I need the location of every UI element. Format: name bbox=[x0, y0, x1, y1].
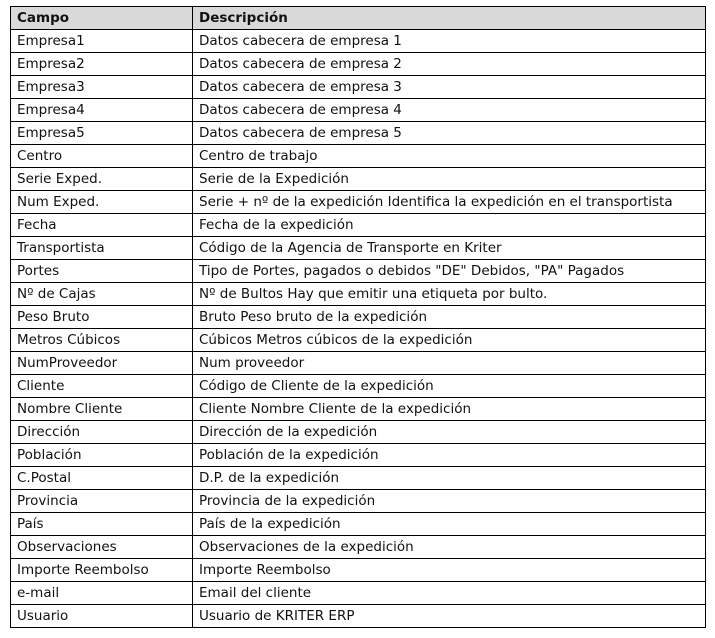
table-row bbox=[11, 283, 706, 306]
cell-descripcion: Nº de Bultos Hay que emitir una etiqueta por bulto. bbox=[193, 283, 706, 306]
cell-descripcion: Datos cabecera de empresa 2 bbox=[193, 53, 706, 76]
cell-descripcion: Bruto Peso bruto de la expedición bbox=[193, 306, 706, 329]
table-row bbox=[11, 99, 706, 122]
cell-descripcion: País de la expedición bbox=[193, 513, 706, 536]
table-row bbox=[11, 375, 706, 398]
cell-campo: Empresa5 bbox=[11, 122, 193, 145]
cell-descripcion: Observaciones de la expedición bbox=[193, 536, 706, 559]
fields-table-container bbox=[10, 6, 705, 628]
cell-descripcion: Dirección de la expedición bbox=[193, 421, 706, 444]
cell-descripcion: Datos cabecera de empresa 4 bbox=[193, 99, 706, 122]
fields-table bbox=[10, 6, 706, 628]
table-row bbox=[11, 145, 706, 168]
table-row bbox=[11, 260, 706, 283]
cell-campo: Serie Exped. bbox=[11, 168, 193, 191]
cell-campo: Transportista bbox=[11, 237, 193, 260]
cell-campo: País bbox=[11, 513, 193, 536]
cell-campo: Peso Bruto bbox=[11, 306, 193, 329]
header-descripcion: Descripción bbox=[193, 7, 706, 30]
cell-campo: C.Postal bbox=[11, 467, 193, 490]
header-row bbox=[11, 7, 706, 30]
cell-descripcion: Importe Reembolso bbox=[193, 559, 706, 582]
cell-campo: NumProveedor bbox=[11, 352, 193, 375]
cell-campo: Observaciones bbox=[11, 536, 193, 559]
table-row bbox=[11, 329, 706, 352]
table-row bbox=[11, 398, 706, 421]
cell-descripcion: Usuario de KRITER ERP bbox=[193, 605, 706, 628]
table-row bbox=[11, 168, 706, 191]
cell-descripcion: Provincia de la expedición bbox=[193, 490, 706, 513]
cell-descripcion: Cliente Nombre Cliente de la expedición bbox=[193, 398, 706, 421]
cell-descripcion: Tipo de Portes, pagados o debidos "DE" Debidos, "PA" Pagados bbox=[193, 260, 706, 283]
cell-campo: Empresa1 bbox=[11, 30, 193, 53]
table-row bbox=[11, 490, 706, 513]
cell-descripcion: Datos cabecera de empresa 3 bbox=[193, 76, 706, 99]
cell-descripcion: Centro de trabajo bbox=[193, 145, 706, 168]
cell-descripcion: Datos cabecera de empresa 1 bbox=[193, 30, 706, 53]
table-row bbox=[11, 352, 706, 375]
cell-campo: Metros Cúbicos bbox=[11, 329, 193, 352]
cell-campo: Num Exped. bbox=[11, 191, 193, 214]
cell-descripcion: Serie + nº de la expedición Identifica la expedición en el transportista bbox=[193, 191, 706, 214]
table-row bbox=[11, 536, 706, 559]
table-row bbox=[11, 444, 706, 467]
table-row bbox=[11, 421, 706, 444]
cell-campo: Importe Reembolso bbox=[11, 559, 193, 582]
table-row bbox=[11, 513, 706, 536]
cell-campo: Cliente bbox=[11, 375, 193, 398]
cell-campo: Centro bbox=[11, 145, 193, 168]
table-row bbox=[11, 30, 706, 53]
cell-descripcion: Num proveedor bbox=[193, 352, 706, 375]
table-row bbox=[11, 214, 706, 237]
cell-descripcion: Email del cliente bbox=[193, 582, 706, 605]
cell-campo: Nº de Cajas bbox=[11, 283, 193, 306]
table-row bbox=[11, 76, 706, 99]
cell-campo: Empresa3 bbox=[11, 76, 193, 99]
table-row bbox=[11, 306, 706, 329]
cell-campo: Dirección bbox=[11, 421, 193, 444]
table-row bbox=[11, 467, 706, 490]
cell-descripcion: D.P. de la expedición bbox=[193, 467, 706, 490]
cell-descripcion: Cúbicos Metros cúbicos de la expedición bbox=[193, 329, 706, 352]
cell-campo: Fecha bbox=[11, 214, 193, 237]
cell-descripcion: Código de la Agencia de Transporte en Kriter bbox=[193, 237, 706, 260]
cell-campo: Portes bbox=[11, 260, 193, 283]
table-row bbox=[11, 53, 706, 76]
cell-descripcion: Datos cabecera de empresa 5 bbox=[193, 122, 706, 145]
cell-campo: e-mail bbox=[11, 582, 193, 605]
header-campo: Campo bbox=[11, 7, 193, 30]
cell-campo: Empresa4 bbox=[11, 99, 193, 122]
table-header bbox=[11, 7, 706, 30]
table-row bbox=[11, 191, 706, 214]
cell-campo: Nombre Cliente bbox=[11, 398, 193, 421]
table-row bbox=[11, 237, 706, 260]
cell-campo: Provincia bbox=[11, 490, 193, 513]
cell-campo: Empresa2 bbox=[11, 53, 193, 76]
table-row bbox=[11, 582, 706, 605]
cell-descripcion: Población de la expedición bbox=[193, 444, 706, 467]
table-row bbox=[11, 122, 706, 145]
cell-descripcion: Serie de la Expedición bbox=[193, 168, 706, 191]
cell-descripcion: Fecha de la expedición bbox=[193, 214, 706, 237]
cell-descripcion: Código de Cliente de la expedición bbox=[193, 375, 706, 398]
table-body bbox=[11, 30, 706, 628]
table-row bbox=[11, 605, 706, 628]
table-row bbox=[11, 559, 706, 582]
cell-campo: Usuario bbox=[11, 605, 193, 628]
cell-campo: Población bbox=[11, 444, 193, 467]
